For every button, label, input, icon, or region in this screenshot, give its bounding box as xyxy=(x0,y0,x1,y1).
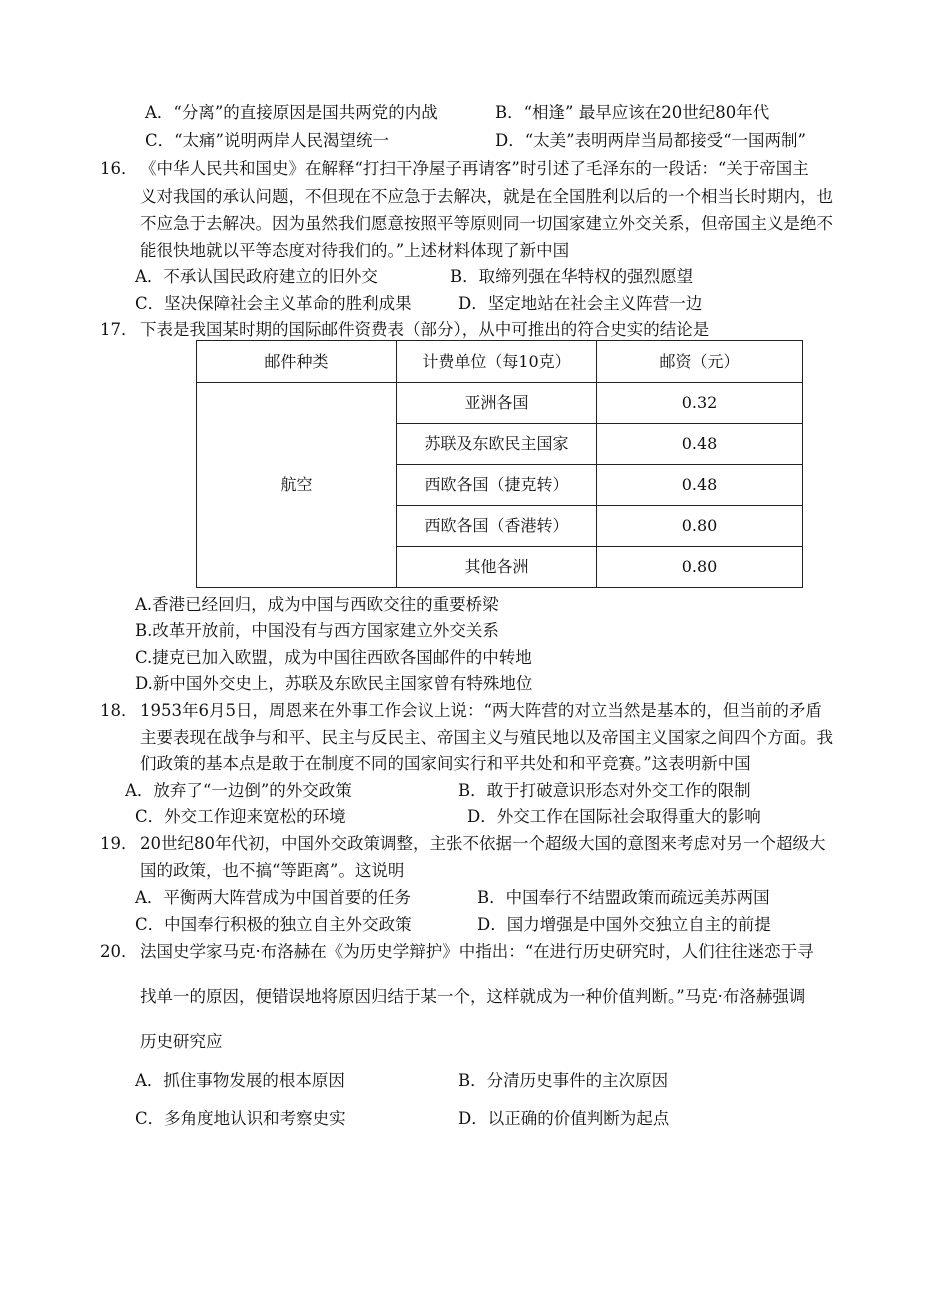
q20-option-d: D．以正确的价值判断为起点 xyxy=(458,1109,670,1128)
q15-option-a: A．“分离”的直接原因是国共两党的内战 xyxy=(145,103,438,122)
q19-option-b: B．中国奉行不结盟政策而疏远美苏两国 xyxy=(477,888,770,907)
q19-option-d: D．国力增强是中国外交独立自主的前提 xyxy=(477,915,771,934)
q20-stem-line: 历史研究应 xyxy=(140,1032,223,1051)
q20-option-a: A．抓住事物发展的根本原因 xyxy=(135,1071,345,1090)
q18-option-b: B．敢于打破意识形态对外交工作的限制 xyxy=(458,781,751,800)
category-air-mail: 航空 xyxy=(197,383,397,588)
cell-unit: 西欧各国（香港转） xyxy=(397,506,597,547)
q17-stem: 下表是我国某时期的国际邮件资费表（部分），从中可推出的符合史实的结论是 xyxy=(140,320,710,339)
q18-number: 18． xyxy=(100,701,138,720)
q16-option-a: A．不承认国民政府建立的旧外交 xyxy=(135,267,378,286)
q18-stem-line: 主要表现在战争与和平、民主与反民主、帝国主义与殖民地以及帝国主义国家之间四个方面。我 xyxy=(140,728,833,747)
q16-option-d: D．坚定地站在社会主义阵营一边 xyxy=(458,294,703,313)
q18-option-c: C．外交工作迎来宽松的环境 xyxy=(135,807,346,826)
q17-option-a: A.香港已经回归，成为中国与西欧交往的重要桥梁 xyxy=(135,595,499,614)
q17-option-c: C.捷克已加入欧盟，成为中国往西欧各国邮件的中转地 xyxy=(135,648,532,667)
q16-option-c: C．坚决保障社会主义革命的胜利成果 xyxy=(135,294,412,313)
postage-fee-table xyxy=(196,340,803,588)
cell-fee: 0.80 xyxy=(597,506,803,547)
cell-unit: 亚洲各国 xyxy=(397,383,597,424)
q19-option-c: C．中国奉行积极的独立自主外交政策 xyxy=(135,915,412,934)
q20-option-b: B．分清历史事件的主次原因 xyxy=(458,1071,669,1090)
q16-stem-line: 《中华人民共和国史》在解释“打扫干净屋子再请客”时引述了毛泽东的一段话：“关于帝国主 xyxy=(140,159,809,178)
cell-unit: 其他各洲 xyxy=(397,547,597,588)
q20-option-c: C．多角度地认识和考察史实 xyxy=(135,1109,346,1128)
q19-number: 19． xyxy=(100,834,138,853)
cell-fee: 0.48 xyxy=(597,465,803,506)
q18-option-a: A．放弃了“一边倒”的外交政策 xyxy=(125,781,352,800)
q20-stem-line: 找单一的原因，便错误地将原因归结于某一个，这样就成为一种价值判断。”马克·布洛赫强调 xyxy=(140,987,806,1006)
q16-stem-line: 义对我国的承认问题，不但现在不应急于去解决，就是在全国胜利以后的一个相当长时期内，也 xyxy=(140,187,833,206)
q18-stem-line: 们政策的基本点是敢于在制度不同的国家间实行和平共处和和平竞赛。”这表明新中国 xyxy=(140,754,751,773)
q18-stem-line: 1953年6月5日，周恩来在外事工作会议上说：“两大阵营的对立当然是基本的，但当前的矛盾 xyxy=(140,701,822,720)
q19-stem-line: 20世纪80年代初，中国外交政策调整，主张不依据一个超级大国的意图来考虑对另一个超级大 xyxy=(140,834,826,853)
q15-option-b: B．“相逢” 最早应该在20世纪80年代 xyxy=(495,103,770,122)
header-postage: 邮资（元） xyxy=(597,341,803,383)
cell-unit: 西欧各国（捷克转） xyxy=(397,465,597,506)
table-row xyxy=(197,383,803,424)
q16-stem-line: 能很快地就以平等态度对待我们的。”上述材料体现了新中国 xyxy=(140,241,570,260)
q17-option-b: B.改革开放前，中国没有与西方国家建立外交关系 xyxy=(135,621,499,640)
cell-fee: 0.48 xyxy=(597,424,803,465)
q20-stem-line: 法国史学家马克·布洛赫在《为历史学辩护》中指出：“在进行历史研究时，人们往往迷恋于寻 xyxy=(140,942,814,961)
q16-stem-line: 不应急于去解决。因为虽然我们愿意按照平等原则同一切国家建立外交关系，但帝国主义是绝不 xyxy=(140,214,833,233)
q15-option-c: C．“太痛”说明两岸人民渴望统一 xyxy=(145,131,389,150)
q17-option-d: D.新中国外交史上，苏联及东欧民主国家曾有特殊地位 xyxy=(135,674,533,693)
table-header-row xyxy=(197,341,803,383)
q19-option-a: A．平衡两大阵营成为中国首要的任务 xyxy=(135,888,411,907)
cell-unit: 苏联及东欧民主国家 xyxy=(397,424,597,465)
q16-option-b: B．取缔列强在华特权的强烈愿望 xyxy=(450,267,694,286)
q20-number: 20． xyxy=(100,942,138,961)
q17-number: 17． xyxy=(100,320,138,339)
cell-fee: 0.80 xyxy=(597,547,803,588)
q16-number: 16． xyxy=(100,159,138,178)
q18-option-d: D．外交工作在国际社会取得重大的影响 xyxy=(467,807,761,826)
q19-stem-line: 国的政策，也不搞“等距离”。这说明 xyxy=(140,861,405,880)
header-billing-unit: 计费单位（每10克） xyxy=(397,341,597,383)
q15-option-d: D．“太美”表明两岸当局都接受“一国两制” xyxy=(495,131,806,150)
cell-fee: 0.32 xyxy=(597,383,803,424)
header-mail-type: 邮件种类 xyxy=(197,341,397,383)
